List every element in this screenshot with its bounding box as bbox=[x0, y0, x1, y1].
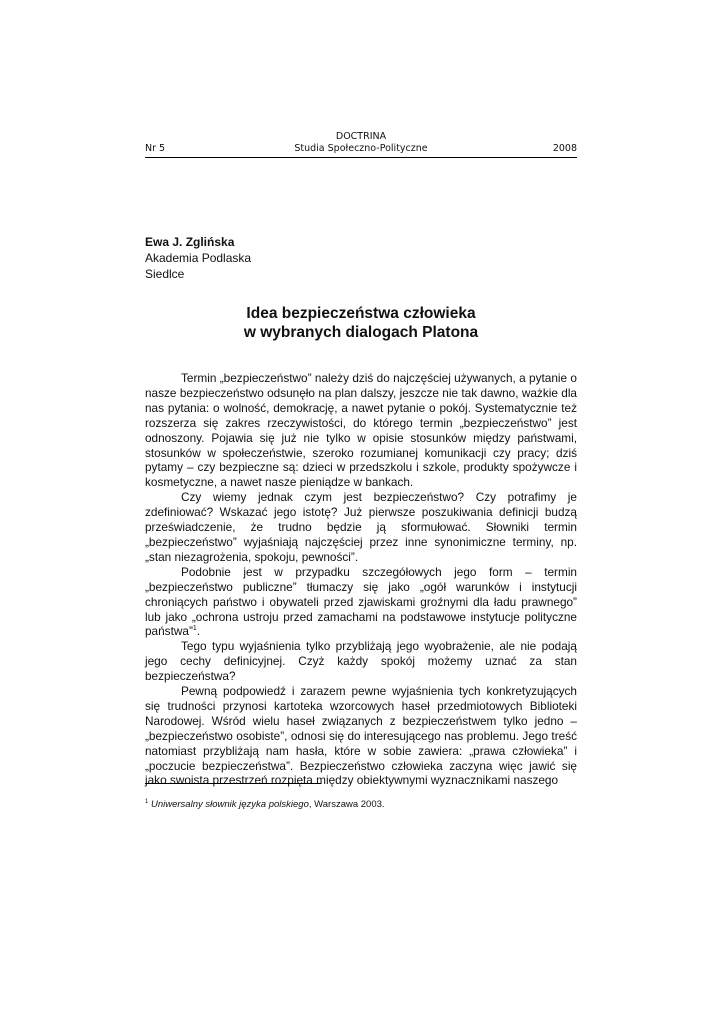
running-header bbox=[145, 143, 577, 158]
author-affiliation: Akademia Podlaska bbox=[145, 251, 252, 265]
journal-subtitle: Studia Społeczno-Polityczne bbox=[294, 143, 428, 154]
article-body bbox=[145, 371, 577, 788]
paragraph: Podobnie jest w przypadku szczegółowych jego form – termin „bezpieczeństwo publiczne” tłumaczy się jako „ogół warunków i instytucji chroniących państwo i obywateli przed zjawiskami groźnymi dla ładu prawnego” lub jako „ochrona ustroju przed zamachami na podstawowe instytucje polityczne państwa”$^1$. bbox=[145, 564, 577, 639]
paragraph: Pewną podpowiedź i zarazem pewne wyjaśnienia tych konkretyzujących się trudności przynosi kartoteka wzorcowych haseł przedmiotowych Biblioteki Narodowej. Wśród wielu haseł związanych z bezpieczeństwem tylko jedno – „bezpieczeństwo osobiste”, odnosi się do interesującego nas problemu. Jego treść natomiast przybliżają nam hasła, które w sobie zawiera: „prawa człowieka” i „poczucie bezpieczeństwa”. Bezpieczeństwo człowieka zaczyna więc jawić się jako swoista przestrzeń rozpięta między obiektywnymi wyznacznikami naszego bbox=[145, 684, 577, 788]
issue-number: Nr 5 bbox=[145, 143, 166, 154]
year: 2008 bbox=[552, 143, 577, 154]
paragraph-text: Podobnie jest w przypadku szczegółowych jego form – termin „bezpieczeństwo publiczne” tłumaczy się jako „ogół warunków i instytucji chroniących państwo i obywateli przed zjawiskami groźnymi dla ładu prawnego” lub jako „ochrona ustroju przed zamachami na podstawowe instytucje polityczne państwa” bbox=[145, 564, 577, 639]
author-block bbox=[145, 234, 251, 282]
footnote-number: 1 bbox=[145, 799, 149, 805]
paragraph: Tego typu wyjaśnienia tylko przybliżają jego wyobrażenie, ale nie podają jego cechy definicyjnej. Czyż każdy spokój możemy uznać za stan bezpieczeństwa? bbox=[145, 639, 577, 684]
paragraph: Termin „bezpieczeństwo” należy dziś do najczęściej używanych, a pytanie o nasze bezpieczeństwo odsunęło na plan dalszy, jeszcze nie tak dawno, ważkie dla nas pytania: o wolność, demokrację, a nawet pytanie o pokój. Systematycznie też rozszerza się zakres rzeczywistości, do którego termin „bezpieczeństwo” jest odnoszony. Pojawia się już nie tylko w opisie stosunków między państwami, stosunków w społeczeństwie, szeroko rozumianej komunikacji czy pracy; dziś pytamy – czy bezpieczne są: dzieci w przedszkolu i szkole, produkty spożywcze i kosmetyczne, a nawet nasze pieniądze w bankach. bbox=[145, 371, 577, 490]
author-city: Siedlce bbox=[145, 267, 185, 281]
author-name: Ewa J. Zglińska bbox=[145, 235, 235, 249]
paragraph: Czy wiemy jednak czym jest bezpieczeństwo? Czy potrafimy je zdefiniować? Wskazać jego istotę? Już pierwsze poszukiwania definicji budzą przeświadczenie, że trudno będzie ją sformułować. Słowniki termin „bezpieczeństwo” wyjaśniają najczęściej przez inne synonimiczne terminy, np. „stan niezagrożenia, spokoju, pewności”. bbox=[145, 490, 577, 564]
article-title bbox=[145, 304, 577, 342]
footnote-source-title: Uniwersalny słownik języka polskiego bbox=[150, 799, 309, 811]
footnote-separator bbox=[145, 783, 321, 784]
footnote-source-rest: , Warszawa 2003. bbox=[308, 799, 385, 811]
footnote bbox=[145, 796, 577, 811]
journal-name: DOCTRINA bbox=[335, 131, 387, 142]
title-line-1: Idea bezpieczeństwa człowieka bbox=[246, 305, 476, 322]
footnote-marker: 1 bbox=[192, 625, 197, 633]
title-line-2: w wybranych dialogach Platona bbox=[243, 324, 479, 341]
